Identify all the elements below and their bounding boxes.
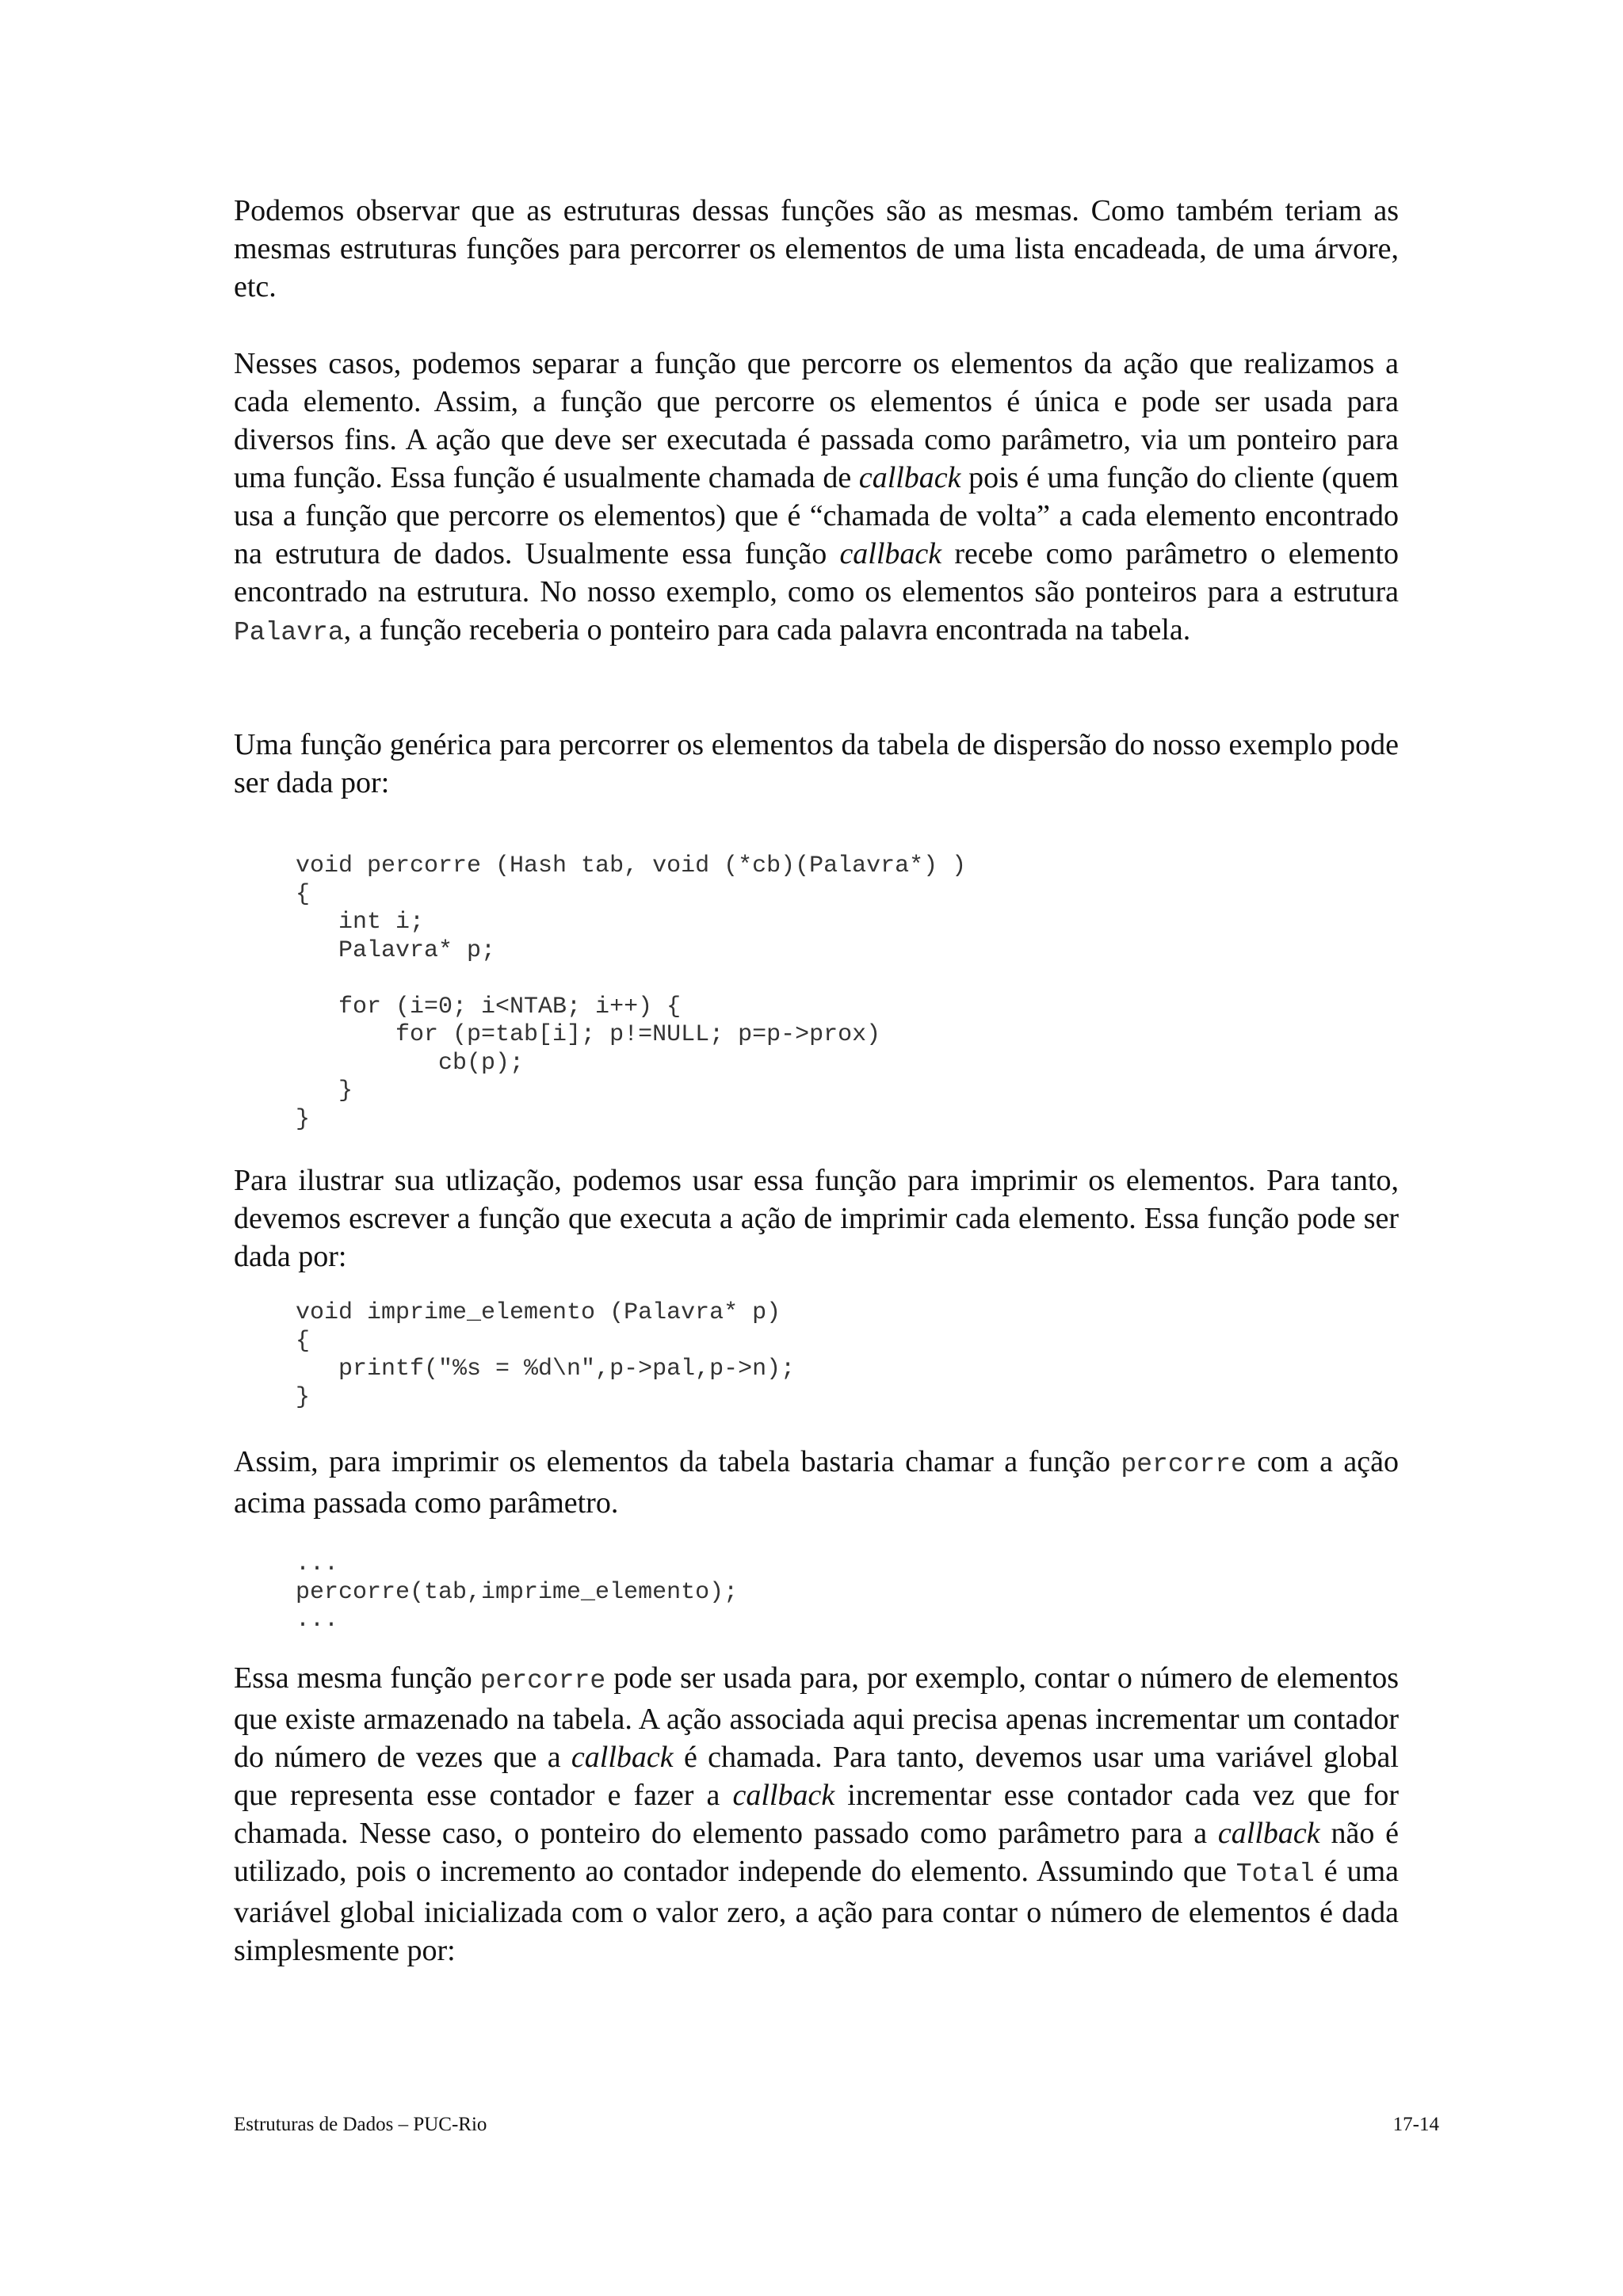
text-segment: pode ser usada para, por exemplo, contar o número de elementos que existe armazenado na tabela. A ação associada aqui precisa apenas incrementar um contador do número de vezes que a <box>234 1661 1399 1774</box>
paragraph-generic-function-text: Uma função genérica para percorrer os elementos da tabela de dispersão do nosso exemplo pode ser dada por: <box>234 728 1399 799</box>
emphasis-callback: callback <box>1217 1817 1320 1850</box>
paragraph-generic-function <box>234 726 1399 802</box>
text-segment: é chamada. Para tanto, devemos usar uma variável global que representa esse contador e fazer a <box>234 1741 1399 1812</box>
paragraph-intro <box>234 192 1399 306</box>
text-segment: com a ação acima passada como parâmetro. <box>234 1445 1399 1520</box>
paragraph-usage <box>234 1161 1399 1276</box>
inline-code-palavra: Palavra <box>234 618 344 647</box>
paragraph-intro-text: Podemos observar que as estruturas dessas funções são as mesmas. Como também teriam as mesmas estruturas funções para percorrer os elementos de uma lista encadeada, de uma árvore, etc. <box>234 194 1399 303</box>
emphasis-callback: callback <box>571 1741 674 1774</box>
footer-left: Estruturas de Dados – PUC-Rio <box>234 2114 487 2135</box>
inline-code-total: Total <box>1235 1859 1315 1889</box>
text-segment: incrementar esse contador cada vez que for chamada. Nesse caso, o ponteiro do elemento passado como parâmetro para a <box>234 1779 1399 1850</box>
paragraph-usage-text: Para ilustrar sua utlização, podemos usar essa função para imprimir os elementos. Para tanto, devemos escrever a função que executa a ação de imprimir cada elemento. Essa função pode ser dada por: <box>234 1164 1399 1273</box>
text-segment: recebe como parâmetro o elemento encontrado na estrutura. No nosso exemplo, como os elementos são ponteiros para a estrutura <box>234 537 1399 608</box>
paragraph-callback-explanation <box>234 345 1399 652</box>
emphasis-callback: callback <box>858 461 961 494</box>
code-block-imprime-elemento: void imprime_elemento (Palavra* p) { printf("%s = %d\n",p->pal,p->n); } <box>296 1299 796 1411</box>
paragraph-count-elements <box>234 1659 1399 1970</box>
paragraph-call-percorre <box>234 1443 1399 1522</box>
text-segment: é uma variável global inicializada com o valor zero, a ação para contar o número de elementos é dada simplesmente por: <box>234 1855 1399 1967</box>
code-block-percorre: void percorre (Hash tab, void (*cb)(Palavra*) ) { int i; Palavra* p; for (i=0; i<NTAB; i++) { for (p=tab[i]; p!=NULL; p=p->prox) cb(p); } } <box>296 852 967 1133</box>
inline-code-percorre: percorre <box>479 1666 606 1695</box>
text-segment: Essa mesma função <box>234 1661 480 1695</box>
text-segment: , a função receberia o ponteiro para cada palavra encontrada na tabela. <box>343 613 1191 646</box>
text-segment: não é utilizado, pois o incremento ao contador independe do elemento. Assumindo que <box>234 1817 1399 1888</box>
text-segment: Nesses casos, podemos separar a função que percorre os elementos da ação que realizamos a cada elemento. Assim, a função que percorre os elementos é única e pode ser usada para diversos fins. A ação que deve ser executada é passada como parâmetro, via um ponteiro para uma função. Essa função é usualmente chamada de <box>234 347 1399 494</box>
emphasis-callback: callback <box>732 1779 835 1812</box>
text-segment: Assim, para imprimir os elementos da tabela bastaria chamar a função <box>234 1445 1121 1478</box>
text-segment: pois é uma função do cliente (quem usa a função que percorre os elementos) que é “chamada de volta” a cada elemento encontrado na estrutura de dados. Usualmente essa função <box>234 461 1399 570</box>
footer-page-number: 17-14 <box>1392 2114 1439 2135</box>
emphasis-callback: callback <box>839 537 942 570</box>
inline-code-percorre: percorre <box>1121 1450 1247 1479</box>
code-block-call: ... percorre(tab,imprime_elemento); ... <box>296 1550 739 1634</box>
